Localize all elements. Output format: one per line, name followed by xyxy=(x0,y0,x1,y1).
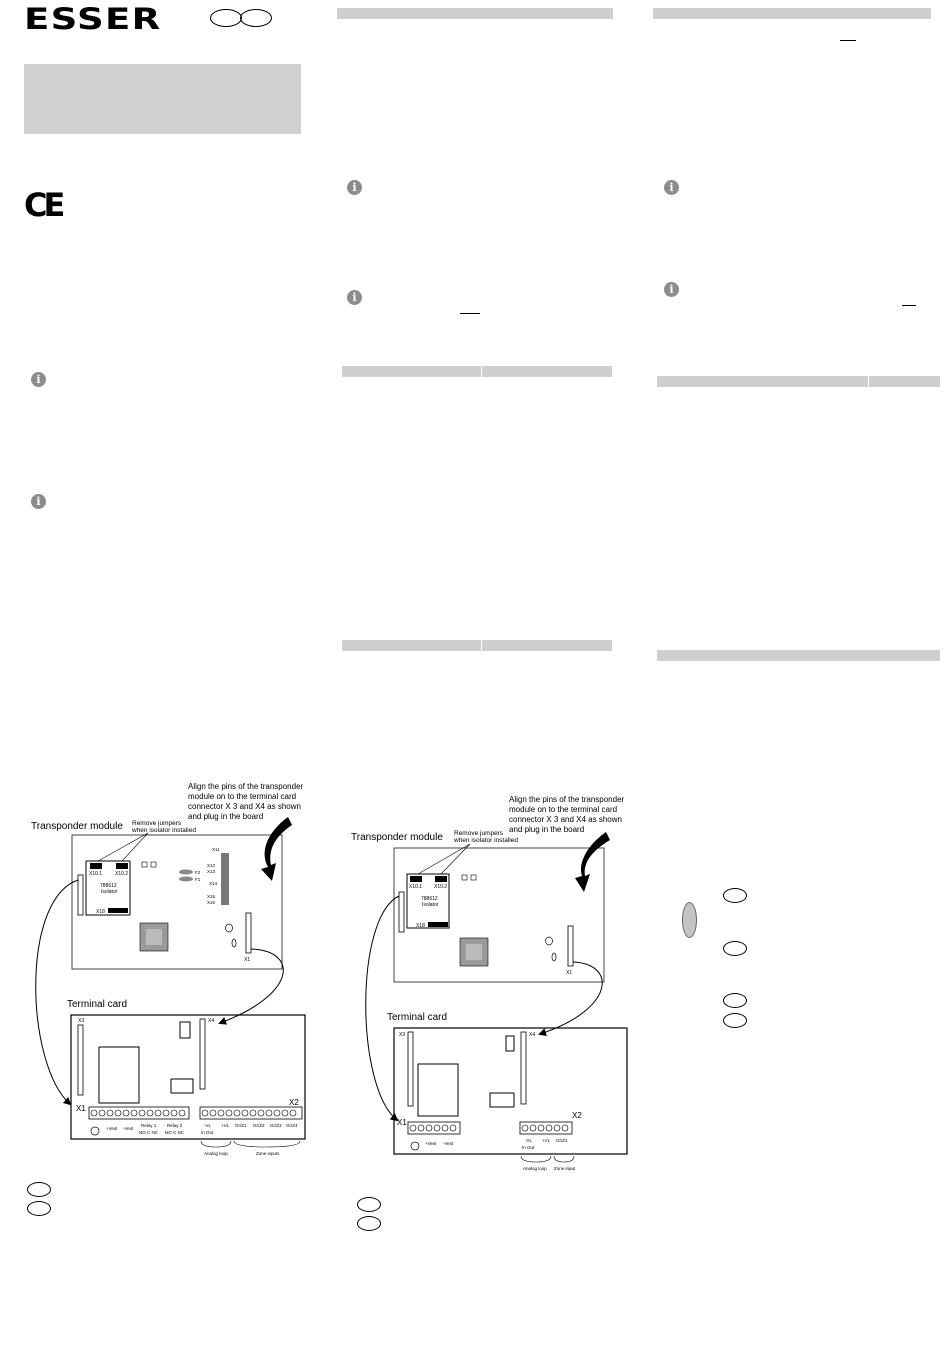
x10-1-label: X10.1 xyxy=(409,884,423,890)
language-oval xyxy=(240,9,272,27)
terminal-label: Gr/Z1 xyxy=(556,1138,568,1143)
connector-x4 xyxy=(521,1032,526,1104)
section-header-band xyxy=(657,650,940,661)
x13-label: X13 xyxy=(207,869,216,874)
terminal-label: +VL xyxy=(221,1123,230,1128)
f1-label: F1 xyxy=(195,877,201,882)
f2-label: F2 xyxy=(195,870,201,875)
terminal-card-label: Terminal card xyxy=(67,999,128,1010)
zone-input-label: Zone input xyxy=(554,1166,576,1171)
connector-x3 xyxy=(408,1032,413,1106)
esser-logo: ESSER xyxy=(24,2,162,36)
language-oval xyxy=(723,1013,747,1028)
x4-label: X4 xyxy=(529,1032,536,1038)
overline-mark xyxy=(460,313,480,314)
wiring-diagram xyxy=(20,775,315,1175)
language-oval xyxy=(357,1216,381,1231)
table-header-band xyxy=(657,376,940,387)
isolator-text: 788612 xyxy=(421,896,438,902)
terminal-label: NO C NC xyxy=(165,1130,184,1135)
isolator-text: Isolator xyxy=(101,889,118,895)
terminal-label: In Out xyxy=(201,1130,214,1135)
connector-x18 xyxy=(428,922,448,927)
connector-x1-module xyxy=(568,926,573,966)
info-icon: i xyxy=(664,282,679,297)
section-header-band xyxy=(653,8,931,19)
jumper-x10-1 xyxy=(410,876,422,882)
x1-label: X1 xyxy=(397,1118,407,1127)
section-header-band xyxy=(337,8,613,19)
terminal-card-label: Terminal card xyxy=(387,1012,448,1023)
x10-1-label: X10.1 xyxy=(89,871,103,877)
connector-x18 xyxy=(108,908,128,913)
terminal-label: +VL xyxy=(542,1138,551,1143)
language-oval xyxy=(723,888,747,903)
info-icon: i xyxy=(31,494,46,509)
language-oval xyxy=(27,1182,51,1197)
jumper-note-line: when isolator installed xyxy=(454,837,518,844)
terminal-label: -Vext xyxy=(123,1126,134,1131)
info-icon: i xyxy=(31,372,46,387)
jumper-x10-2 xyxy=(116,863,128,869)
align-note-line: connector X 3 and X4 as shown xyxy=(509,815,622,824)
terminal-label: +Vext xyxy=(106,1126,118,1131)
ce-mark: CE xyxy=(24,186,62,224)
terminal-label: In Out xyxy=(522,1145,535,1150)
isolator-text: Isolator xyxy=(422,902,439,908)
wiring-diagram xyxy=(342,788,632,1188)
transponder-module-label: Transponder module xyxy=(351,832,443,843)
analog-loop-label: Analog loop xyxy=(523,1166,547,1171)
title-box xyxy=(24,64,301,134)
align-note-line: module on to the terminal card xyxy=(188,792,297,801)
info-icon: i xyxy=(347,180,362,195)
connector-x4 xyxy=(200,1019,205,1089)
terminal-label: -VL xyxy=(525,1138,533,1143)
info-icon: i xyxy=(664,180,679,195)
align-note-line: and plug in the board xyxy=(509,825,585,834)
x10-2-label: X10.2 xyxy=(434,884,448,890)
language-oval xyxy=(723,941,747,956)
table-header-band xyxy=(342,640,612,651)
x12-label: X12 xyxy=(207,863,216,868)
language-selector xyxy=(210,9,270,32)
align-note-line: module on to the terminal card xyxy=(509,805,618,814)
language-oval xyxy=(723,993,747,1008)
connector-x3-module xyxy=(78,875,83,915)
x4-label: X4 xyxy=(208,1018,215,1024)
jumper-note-line: Remove jumpers xyxy=(132,820,182,827)
table-header-divider xyxy=(481,366,482,377)
terminal-label: -Vext xyxy=(443,1141,454,1146)
table-header-divider xyxy=(481,640,482,651)
align-note-line: Align the pins of the transponder xyxy=(509,795,625,804)
terminal-label: Gr/Z4 xyxy=(286,1123,298,1128)
connector-x1-module xyxy=(246,913,251,953)
terminal-label: Gr/Z3 xyxy=(270,1123,282,1128)
x14-label: X14 xyxy=(209,881,218,886)
x1-label: X1 xyxy=(76,1104,86,1113)
jumper-note-line: when isolator installed xyxy=(132,827,196,834)
terminal-label: Gr/Z1 xyxy=(235,1123,247,1128)
terminal-label: -VL xyxy=(204,1123,212,1128)
jumper-x10-2 xyxy=(435,876,447,882)
language-oval xyxy=(27,1201,51,1216)
terminal-label: NO C NC xyxy=(139,1130,158,1135)
x2-label: X2 xyxy=(289,1098,299,1107)
jumper-x10-1 xyxy=(90,863,102,869)
terminal-label: +Vext xyxy=(425,1141,437,1146)
x11-label: X11 xyxy=(212,847,220,852)
x16-label: X16 xyxy=(207,900,216,905)
overline-mark xyxy=(840,40,856,41)
language-oval xyxy=(210,9,242,27)
align-note-line: Align the pins of the transponder xyxy=(188,782,304,791)
x18-label: X18 xyxy=(416,923,425,929)
connector-x3 xyxy=(78,1025,83,1095)
connector-x3-module xyxy=(399,892,404,932)
x3-label: X3 xyxy=(399,1032,406,1038)
language-oval xyxy=(357,1197,381,1212)
x18-label: X18 xyxy=(96,909,105,915)
x3-label: X3 xyxy=(78,1018,85,1024)
selector-oval xyxy=(682,902,697,938)
align-note-line: connector X 3 and X4 as shown xyxy=(188,802,301,811)
info-icon: i xyxy=(347,290,362,305)
isolator-text: 788612 xyxy=(100,883,117,889)
x2-label: X2 xyxy=(572,1111,582,1120)
terminal-label: Relay 1 xyxy=(141,1123,157,1128)
table-header-band xyxy=(342,366,612,377)
table-header-divider xyxy=(868,376,869,387)
x1-module-label: X1 xyxy=(244,957,251,963)
x1-module-label: X1 xyxy=(566,970,573,976)
jumper-note-line: Remove jumpers xyxy=(454,830,504,837)
terminal-label: Gr/Z2 xyxy=(253,1123,265,1128)
align-note-line: and plug in the board xyxy=(188,812,264,821)
terminal-label: Relay 2 xyxy=(167,1123,183,1128)
x15-label: X15 xyxy=(207,894,216,899)
x10-2-label: X10.2 xyxy=(115,871,129,877)
overline-mark xyxy=(902,305,916,306)
analog-loop-label: Analog loop xyxy=(204,1151,228,1156)
zone-inputs-label: Zone inputs xyxy=(256,1151,280,1156)
transponder-module-label: Transponder module xyxy=(31,821,123,832)
